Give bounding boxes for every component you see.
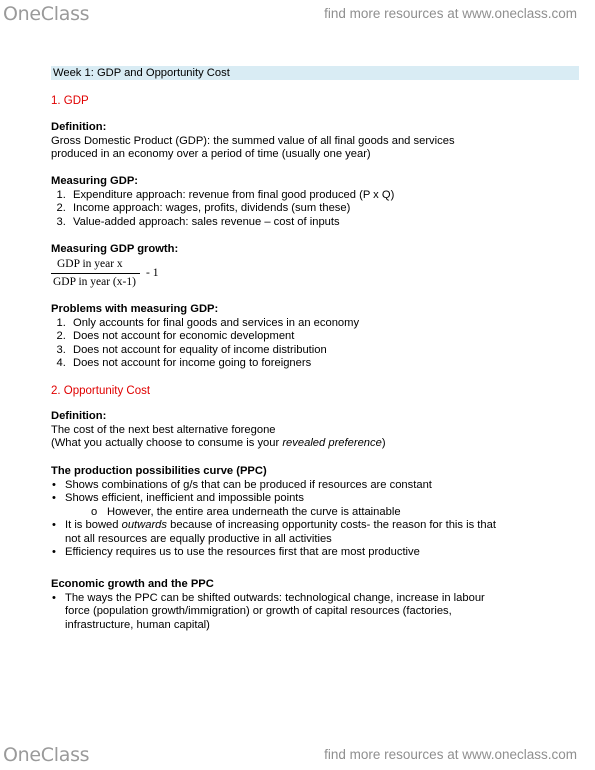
list-item: 3. Does not account for equality of income distribution (69, 344, 579, 358)
problems-list (51, 317, 579, 371)
footer-tagline-link[interactable]: find more resources at www.oneclass.com (324, 747, 577, 762)
list-item: 2. Does not account for economic development (69, 330, 579, 344)
formula-denominator: GDP in year (x-1) (53, 276, 136, 288)
oc-definition (51, 410, 579, 451)
week-title: Week 1: GDP and Opportunity Cost (51, 66, 579, 80)
definition-line: The cost of the next best alternative foregone (51, 423, 276, 436)
growth-ppc-heading: Economic growth and the PPC (51, 578, 214, 590)
ppc-section (51, 465, 579, 560)
measuring-gdp (51, 175, 579, 229)
definition-heading: Definition: (51, 121, 107, 133)
formula-numerator: GDP in year x (57, 258, 123, 270)
ppc-heading: The production possibilities curve (PPC) (51, 465, 267, 477)
sub-list-item: o However, the entire area underneath the curve is attainable (65, 506, 579, 520)
list-item: • It is bowed outwards because of increasing opportunity costs- the reason for this is that not all resources are equally productive in all activities (65, 519, 579, 546)
list-item: • Shows combinations of g/s that can be produced if resources are constant (65, 479, 579, 493)
list-item: • The ways the PPC can be shifted outwards: technological change, increase in labour force (population growth/immigration) or growth of capital resources (factories, infrastructure, human capital) (65, 592, 579, 633)
growth-ppc-section (51, 578, 579, 632)
section-opportunity-cost-heading: 2. Opportunity Cost (51, 385, 151, 397)
list-item: • Shows efficient, inefficient and impossible points (65, 492, 579, 506)
list-item: 4. Does not account for income going to foreigners (69, 357, 579, 371)
oneclass-logo[interactable]: OneClass (3, 3, 90, 25)
problems-heading: Problems with measuring GDP: (51, 303, 219, 315)
formula-tail: - 1 (146, 267, 159, 279)
definition-line: Gross Domestic Product (GDP): the summed value of all final goods and services (51, 134, 455, 147)
gdp-definition (51, 121, 579, 162)
fraction-bar (51, 273, 140, 274)
problems-gdp (51, 303, 579, 371)
definition-heading: Definition: (51, 410, 107, 422)
list-item: • Efficiency requires us to use the resources first that are most productive (65, 546, 579, 560)
list-item: 1. Expenditure approach: revenue from final good produced (P x Q) (69, 189, 579, 203)
definition-line: produced in an economy over a period of time (usually one year) (51, 148, 371, 160)
list-item: 2. Income approach: wages, profits, dividends (sum these) (69, 202, 579, 216)
list-item: 3. Value-added approach: sales revenue – cost of inputs (69, 216, 579, 230)
measuring-list (51, 189, 579, 230)
measuring-heading: Measuring GDP: (51, 175, 139, 187)
revealed-preference-term: revealed preference (282, 437, 382, 449)
ppc-list (51, 479, 579, 560)
section-gdp-heading: 1. GDP (51, 95, 89, 107)
definition-line: (What you actually choose to consume is your revealed preference) (51, 437, 386, 449)
oneclass-logo[interactable]: OneClass (3, 744, 90, 766)
header-tagline-link[interactable]: find more resources at www.oneclass.com (324, 6, 577, 21)
growth-heading: Measuring GDP growth: (51, 243, 179, 255)
growth-ppc-list (51, 592, 579, 633)
list-item: 1. Only accounts for final goods and services in an economy (69, 317, 579, 331)
